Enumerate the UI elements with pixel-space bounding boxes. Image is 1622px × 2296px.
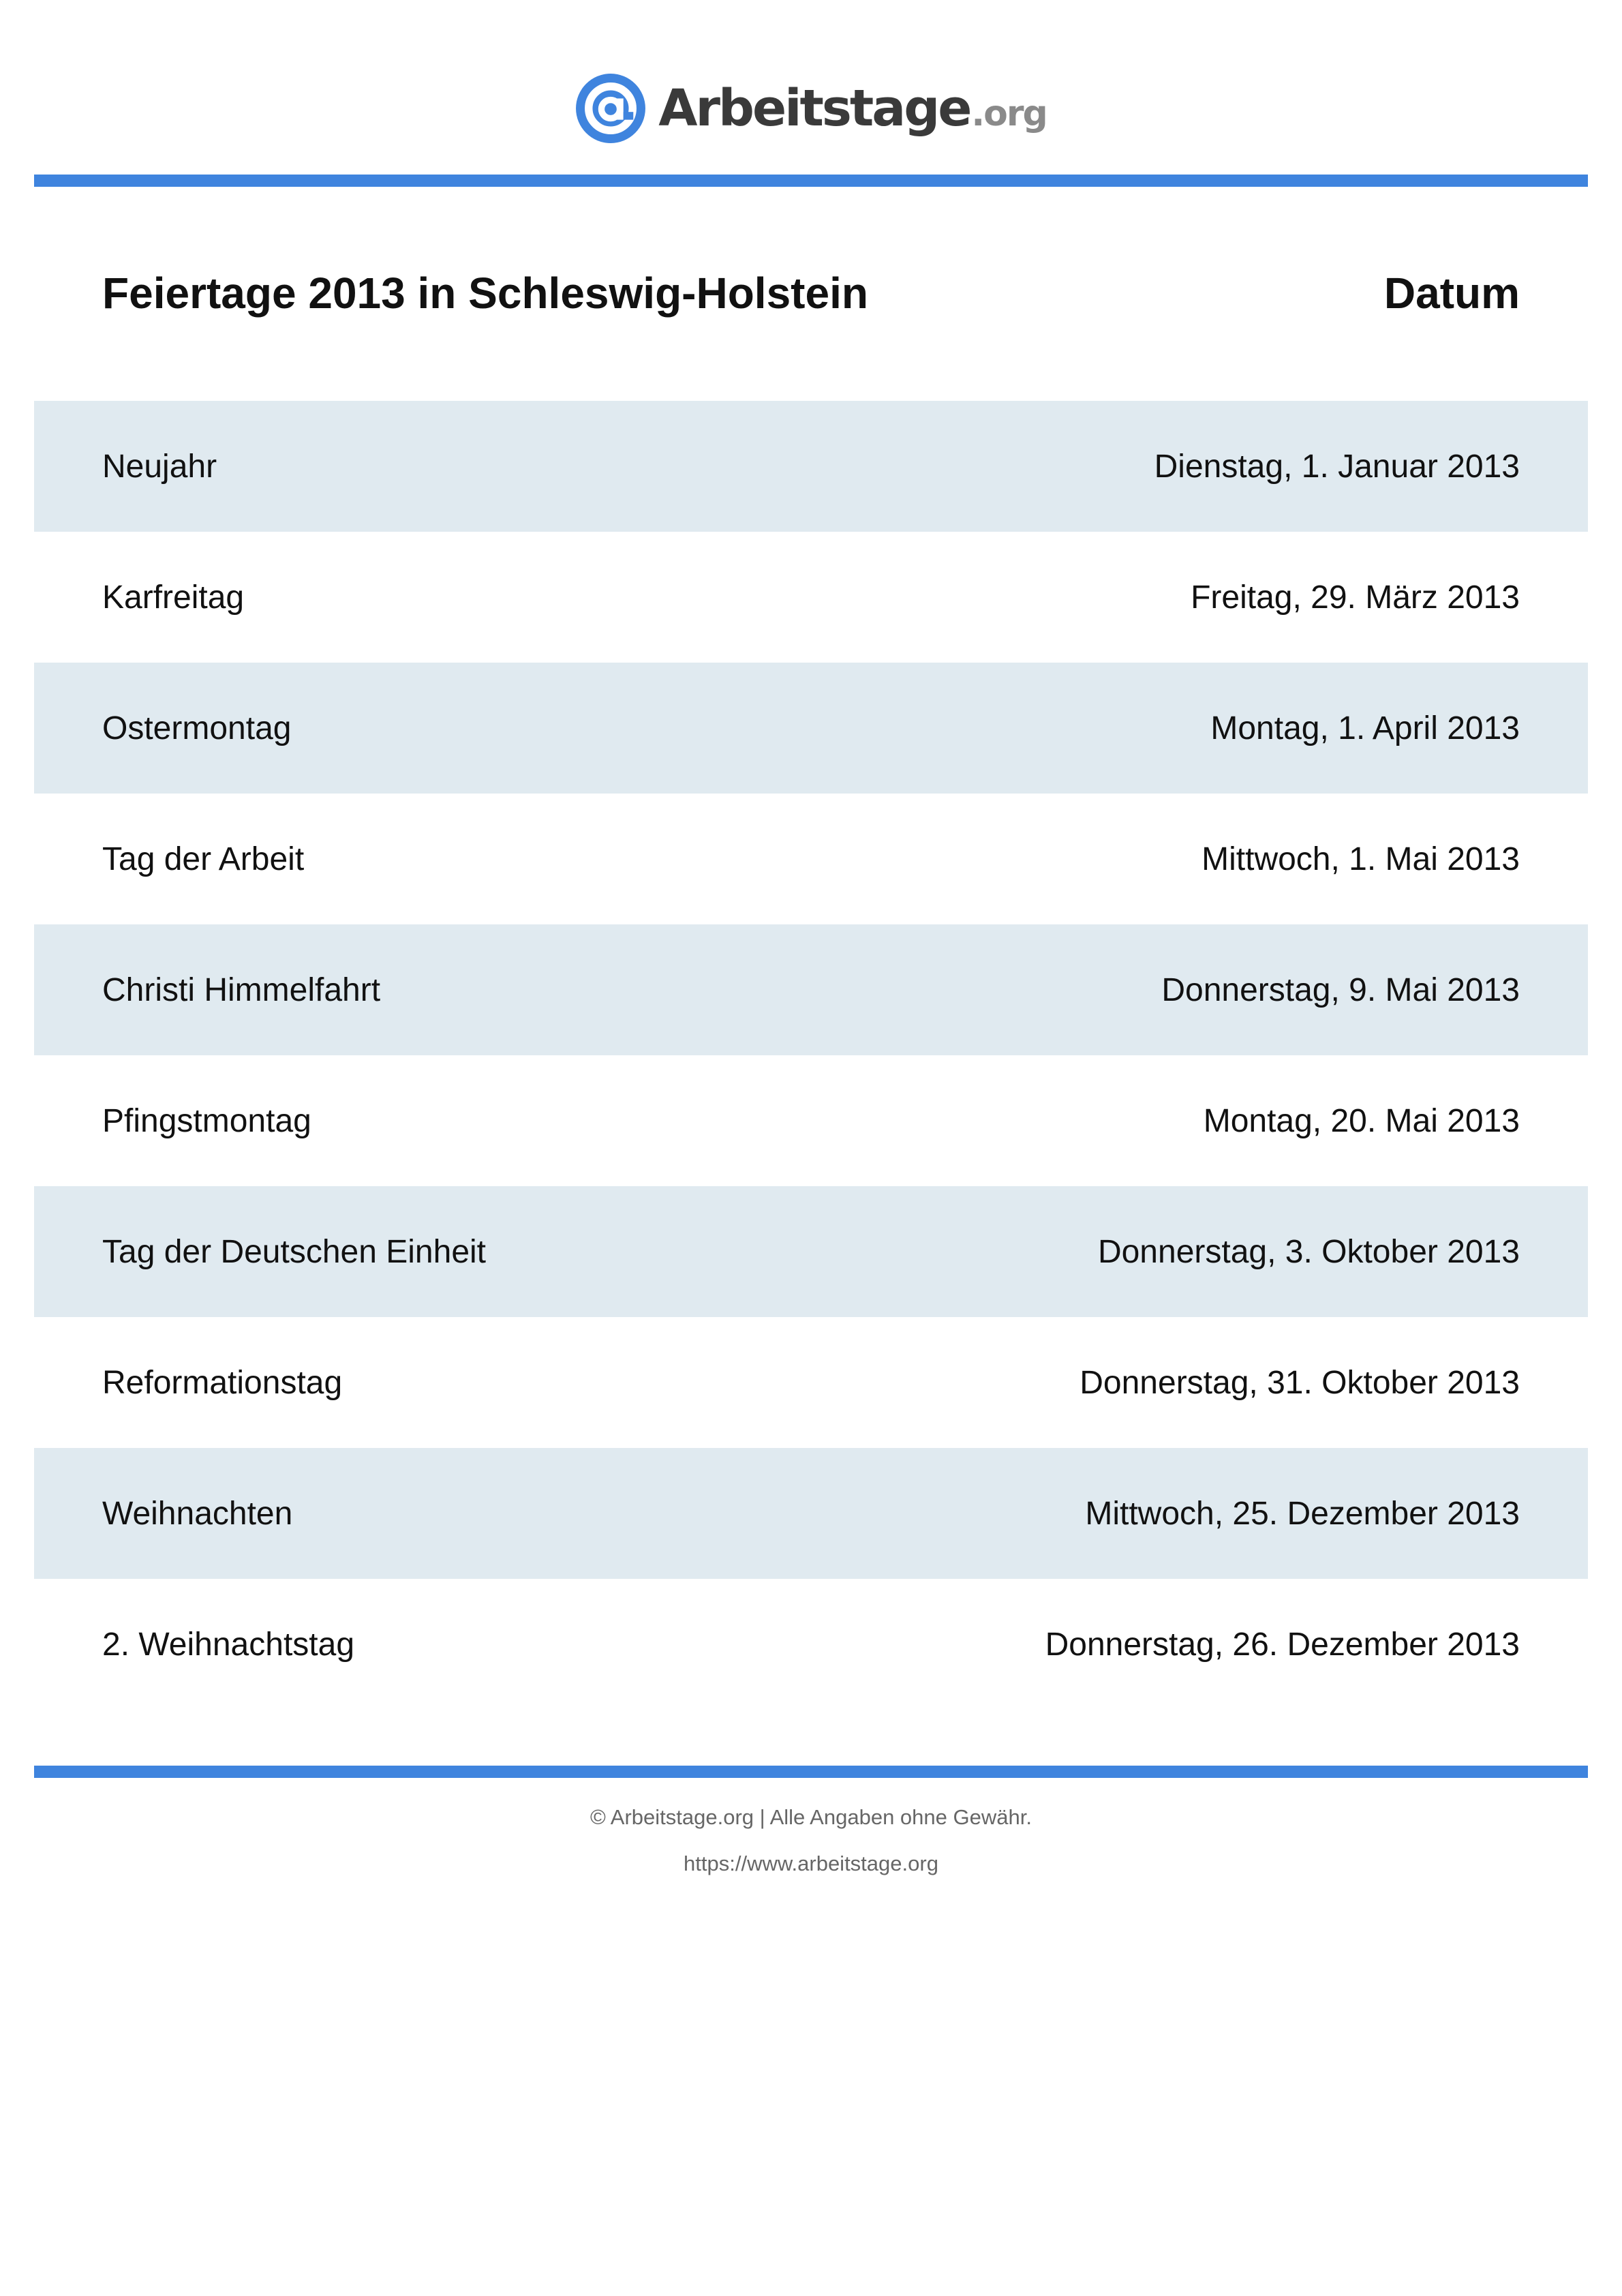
holiday-name: 2. Weihnachtstag <box>102 1626 355 1663</box>
page-title: Feiertage 2013 in Schleswig-Holstein <box>102 269 868 318</box>
holiday-date: Donnerstag, 26. Dezember 2013 <box>1045 1626 1520 1663</box>
table-row <box>34 532 1588 663</box>
table-row <box>34 1055 1588 1186</box>
holiday-name: Reformationstag <box>102 1364 343 1401</box>
top-divider <box>34 175 1588 187</box>
holiday-table <box>34 401 1588 1710</box>
holiday-name: Weihnachten <box>102 1495 293 1532</box>
holiday-name: Karfreitag <box>102 579 245 616</box>
table-row <box>34 794 1588 924</box>
holiday-name: Tag der Arbeit <box>102 841 305 877</box>
table-row <box>34 401 1588 532</box>
table-row <box>34 924 1588 1055</box>
table-header <box>34 259 1588 327</box>
footer-copyright: © Arbeitstage.org | Alle Angaben ohne Gewähr. <box>590 1805 1032 1829</box>
holiday-date: Montag, 1. April 2013 <box>1210 710 1520 746</box>
holiday-date: Donnerstag, 31. Oktober 2013 <box>1080 1364 1520 1401</box>
logo-wordmark: Arbeitstage <box>658 79 970 138</box>
holiday-date: Freitag, 29. März 2013 <box>1191 579 1520 616</box>
holiday-name: Tag der Deutschen Einheit <box>102 1233 487 1270</box>
holiday-date: Mittwoch, 25. Dezember 2013 <box>1085 1495 1520 1532</box>
holiday-name: Ostermontag <box>102 710 292 746</box>
holiday-date: Mittwoch, 1. Mai 2013 <box>1202 841 1520 877</box>
bottom-divider <box>34 1766 1588 1778</box>
footer-url-link[interactable]: https://www.arbeitstage.org <box>684 1852 938 1875</box>
table-row <box>34 1579 1588 1710</box>
holiday-date: Donnerstag, 9. Mai 2013 <box>1161 971 1520 1008</box>
holiday-name: Neujahr <box>102 448 217 485</box>
holiday-date: Dienstag, 1. Januar 2013 <box>1154 448 1520 485</box>
logo-tld: .org <box>971 93 1047 134</box>
holiday-date: Montag, 20. Mai 2013 <box>1203 1102 1520 1139</box>
table-row <box>34 1317 1588 1448</box>
at-sign-icon <box>575 73 646 144</box>
holiday-name: Pfingstmontag <box>102 1102 311 1139</box>
holiday-date: Donnerstag, 3. Oktober 2013 <box>1097 1233 1520 1270</box>
date-column-header: Datum <box>1383 269 1520 318</box>
table-row <box>34 663 1588 794</box>
table-row <box>34 1186 1588 1317</box>
site-logo <box>0 71 1622 146</box>
holiday-name: Christi Himmelfahrt <box>102 971 381 1008</box>
table-row <box>34 1448 1588 1579</box>
